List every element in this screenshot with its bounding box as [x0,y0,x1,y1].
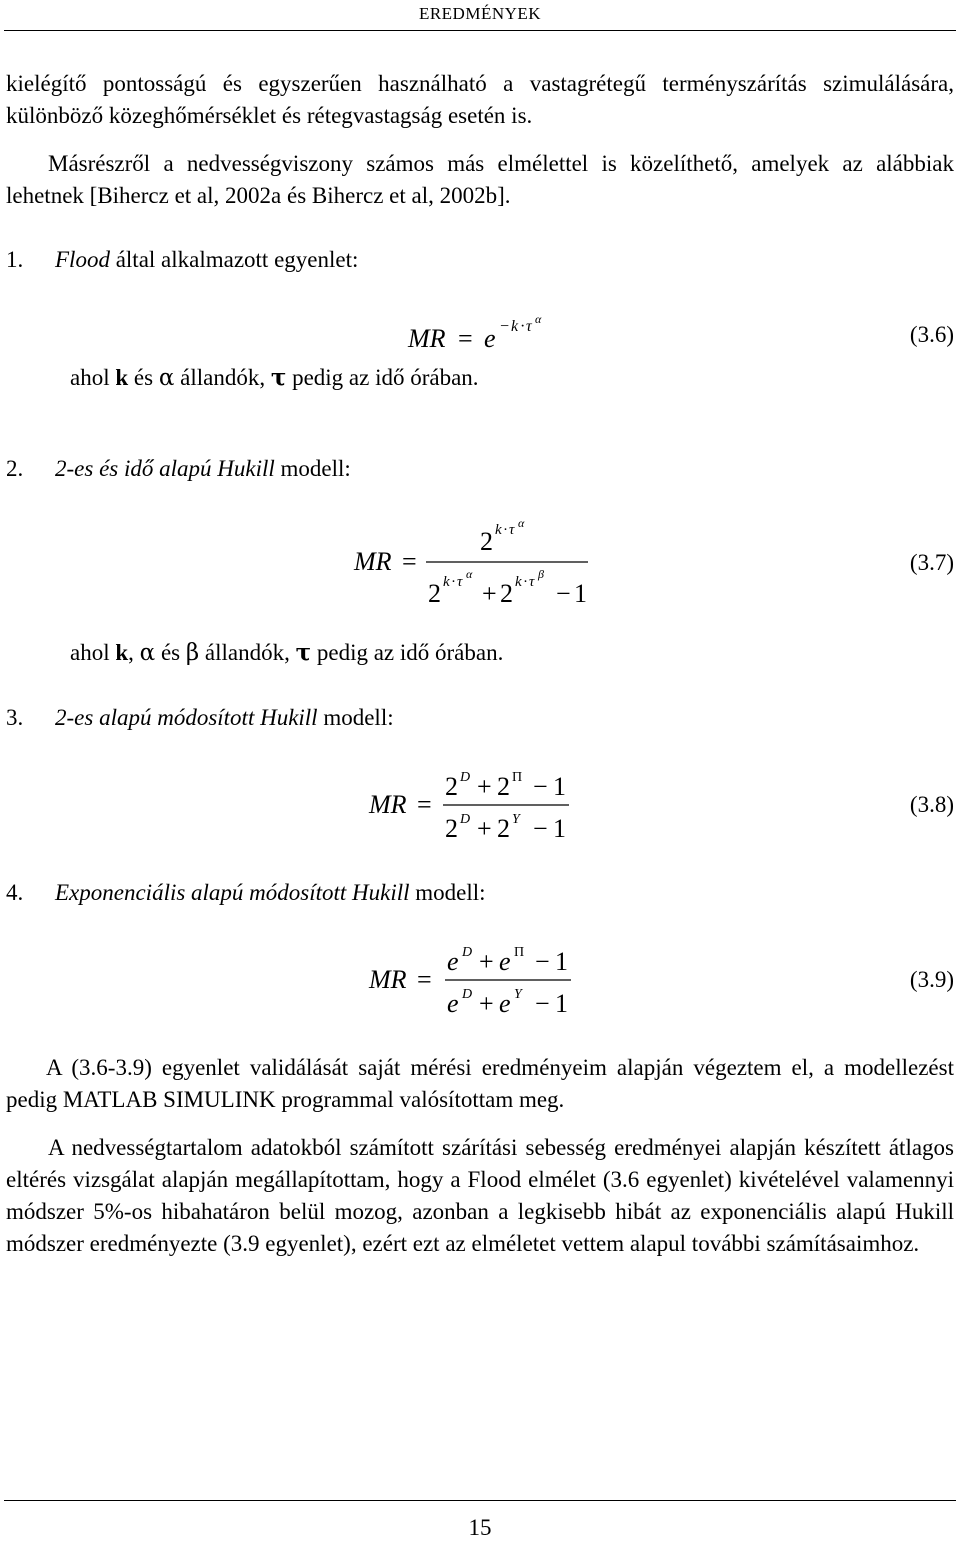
svg-text:1: 1 [553,772,566,801]
svg-text:+: + [477,814,492,843]
eq-alpha: α [535,312,542,326]
svg-text:e: e [499,989,511,1018]
svg-text:β: β [538,567,544,581]
list-item-3 [6,702,394,734]
svg-text:Y: Y [512,812,520,827]
svg-text:e: e [447,989,459,1018]
svg-text:·: · [523,574,528,590]
svg-text:MR: MR [369,965,407,994]
page-number: 15 [468,1515,492,1540]
svg-text:k: k [443,574,450,590]
svg-text:α: α [518,516,525,530]
svg-text:−: − [556,579,571,608]
eq-k: k [511,318,519,335]
list-item-text: modell: [317,705,394,730]
list-item-number: 1. [6,247,24,272]
paragraph-2: Másrészről a nedvességviszony számos más elmélettel is közelíthető, amelyek az alábbiak lehetnek [Bihercz et al, 2002a és Bihercz et al, 2002b]. [6,151,954,208]
paragraph-1: kielégítő pontosságú és egyszerűen használható a vastagrétegű terményszárítás szimulálására, különböző közeghőmérséklet és rétegvastagság esetén is. [6,71,954,128]
eq-equals: = [458,324,473,353]
list-item-number: 3. [6,705,24,730]
svg-text:+: + [482,579,497,608]
svg-text:2: 2 [445,814,458,843]
eq-base: e [484,324,496,353]
note-2: ahol k, α és β állandók, τ pedig az idő órában. [70,639,504,666]
svg-text:1: 1 [555,989,568,1018]
svg-text:e: e [447,947,459,976]
equation-number-3-9: (3.9) [909,967,954,992]
svg-text:MR: MR [354,547,392,576]
svg-text:+: + [479,989,494,1018]
svg-text:MR: MR [369,790,407,819]
svg-text:α: α [466,567,473,581]
svg-text:D: D [462,945,473,960]
svg-text:−: − [533,772,548,801]
svg-text:k: k [515,574,522,590]
svg-text:1: 1 [555,947,568,976]
list-item-number: 4. [6,880,24,905]
list-item-text: által alkalmazott egyenlet: [109,247,359,272]
svg-text:=: = [417,965,432,994]
svg-text:τ: τ [529,574,535,590]
model-name: Flood [55,247,110,272]
svg-text:2: 2 [480,527,493,556]
svg-text:τ: τ [509,522,515,538]
svg-text:D: D [460,770,471,785]
paragraph-3: A (3.6-3.9) egyenlet validálását saját mérési eredményeim alapján végeztem el, a modellezést pedig MATLAB SIMULINK programmal valósítottam meg. [6,1055,954,1112]
svg-text:D: D [462,987,473,1002]
svg-text:·: · [503,522,508,538]
model-name: 2-es és idő alapú Hukill [55,456,275,481]
equation-number-3-6: (3.6) [909,322,954,347]
equation-number-3-7: (3.7) [909,550,954,575]
eq-minus: − [500,318,510,335]
svg-text:=: = [417,790,432,819]
header-rest: REDMÉNYEK [429,4,542,23]
eq-tau: τ [526,318,532,335]
header-rule [4,30,956,31]
svg-text:Π: Π [514,945,525,960]
svg-text:2: 2 [500,579,513,608]
list-item-1 [6,244,358,276]
list-item-2 [6,453,351,485]
svg-text:−: − [533,814,548,843]
svg-text:+: + [479,947,494,976]
svg-text:2: 2 [445,772,458,801]
svg-text:+: + [477,772,492,801]
svg-text:·: · [451,574,456,590]
list-item-4 [6,877,486,909]
svg-text:2: 2 [497,772,510,801]
svg-text:2: 2 [497,814,510,843]
eq-dot: · [520,318,526,335]
svg-text:1: 1 [553,814,566,843]
list-item-text: modell: [409,880,486,905]
model-name: Exponenciális alapú módosított Hukill [55,880,410,905]
equation-3-9 [365,940,585,1020]
svg-text:1: 1 [574,579,587,608]
svg-text:=: = [402,547,417,576]
svg-text:e: e [499,947,511,976]
equation-3-6 [400,305,560,361]
svg-text:Y: Y [514,987,522,1002]
svg-text:D: D [460,812,471,827]
eq-lhs: MR [408,324,446,353]
model-name: 2-es alapú módosított Hukill [55,705,318,730]
list-item-text: modell: [274,456,351,481]
running-header [0,4,960,24]
list-item-number: 2. [6,456,24,481]
header-initial: E [418,4,430,23]
svg-text:k: k [495,522,502,538]
svg-text:Π: Π [512,770,523,785]
equation-number-3-8: (3.8) [909,792,954,817]
equation-3-8 [365,765,585,845]
note-1: ahol k és α állandók, τ pedig az idő órában. [70,364,479,391]
svg-text:−: − [535,947,550,976]
footer-rule [4,1500,956,1501]
svg-text:τ: τ [457,574,463,590]
equation-3-7 [350,512,610,612]
svg-text:2: 2 [428,579,441,608]
svg-text:−: − [535,989,550,1018]
paragraph-4: A nedvességtartalom adatokból számított szárítási sebesség eredményei alapján készített átlagos eltérés vizsgálat alapján megállapítottam, hogy a Flood elmélet (3.6 egyenlet) kivételével valamennyi módszer 5%-os hibahatáron belül mozog, azonban a legkisebb hibát az exponenciális alapú Hukill módszer eredményezte (3.9 egyenlet), ezért ezt az elméletet vettem alapul további számításaimhoz. [6,1135,954,1256]
